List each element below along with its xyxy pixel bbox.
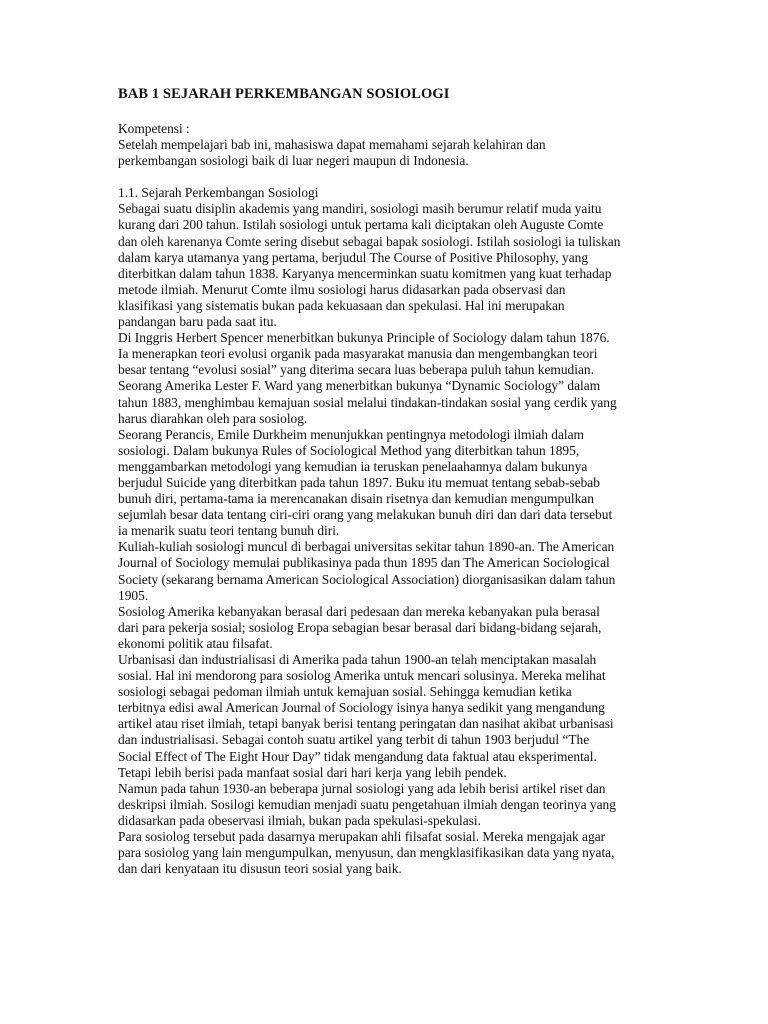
section-block <box>118 185 718 877</box>
body-text-line: sosial. Hal ini mendorong para sosiolog Amerika untuk mencari solusinya. Mereka melihat <box>118 668 606 684</box>
body-text-line: Seorang Perancis, Emile Durkheim menunjukkan pentingnya metodologi ilmiah dalam <box>118 426 584 442</box>
body-text-line: diterbitkan dalam tahun 1838. Karyanya mencerminkan suatu komitmen yang kuat terhadap <box>118 265 612 281</box>
body-text-line: Urbanisasi dan industrialisasi di Amerika pada tahun 1900-an telah menciptakan masalah <box>118 652 597 667</box>
body-text-line: tahun 1883, menghimbau kemajuan sosial melalui tindakan-tindakan sosial yang cerdik yang <box>118 394 617 410</box>
body-text-line: dalam karya utamanya yang pertama, berjudul The Course of Positive Philosophy, yang <box>118 249 589 265</box>
body-text-line: menggambarkan metodologi yang kemudian ia teruskan penelaahannya dalam bukunya <box>118 458 588 474</box>
body-text-line: berjudul Suicide yang diterbitkan pada tahun 1897. Buku itu memuat tentang sebab-sebab <box>118 474 600 490</box>
body-text-line: 1905. <box>118 587 149 603</box>
body-text-line: Society (sekarang bernama American Sociological Association) diorganisasikan dalam tahun <box>118 571 616 587</box>
kompetensi-block <box>118 121 718 169</box>
body-text-line: metode ilmiah. Menurut Comte ilmu sosiologi harus didasarkan pada observasi dan <box>118 281 566 297</box>
body-text-line: bunuh diri, pertama-tama ia merencanakan disain risetnya dan kemudian mengumpulkan <box>118 491 594 507</box>
body-text-line: pandangan baru pada saat itu. <box>118 314 277 330</box>
body-text-line: didasarkan pada obeservasi ilmiah, bukan pada spekulasi-spekulasi. <box>118 812 481 828</box>
body-text-line: Para sosiolog tersebut pada dasarnya merupakan ahli filsafat sosial. Mereka mengajak agar <box>118 829 606 845</box>
body-text-line: para sosiolog yang lain mengumpulkan, menyusun, dan mengklasifikasikan data yang nyata, <box>118 845 615 861</box>
body-text-line: artikel atau riset ilmiah, tetapi banyak berisi tentang peringatan dan nasihat akibat urbanisasi <box>118 716 614 732</box>
body-text-line: Social Effect of The Eight Hour Day” tidak mengandung data faktual atau eksperimental. <box>118 748 597 764</box>
body-text-line: sosiologi sebagai pedoman ilmiah untuk kemajuan sosial. Sehingga kemudian ketika <box>118 684 572 700</box>
body-text-line: dan dari kenyataan itu disusun teori sosial yang baik. <box>118 861 402 877</box>
body-text-line: sejumlah besar data tentang ciri-ciri orang yang melakukan bunuh diri dan dari data tersebut <box>118 507 613 523</box>
paragraph-gap <box>118 169 718 185</box>
body-text-line: Seorang Amerika Lester F. Ward yang menerbitkan bukunya “Dynamic Sociology” dalam <box>118 378 601 394</box>
body-text-line: dan oleh karenanya Comte sering disebut sebagai bapak sosiologi. Istilah sosiologi ia tuliskan <box>118 233 621 249</box>
body-text-line: deskripsi ilmiah. Sosilogi kemudian menjadi suatu pengetahuan ilmiah dengan teorinya yang <box>118 796 616 812</box>
body-text-line: dari para pekerja sosial; sosiolog Eropa sebagian besar berasal dari bidang-bidang sejarah, <box>118 619 602 635</box>
kompetensi-heading: Kompetensi : <box>118 121 190 136</box>
body-text-line: kurang dari 200 tahun. Istilah sosiologi untuk pertama kali diciptakan oleh Auguste Comte <box>118 217 604 233</box>
kompetensi-text-line: perkembangan sosiologi baik di luar negeri maupun di Indonesia. <box>118 153 469 169</box>
body-text-line: klasifikasi yang sistematis bukan pada kekuasaan dan spekulasi. Hal ini merupakan <box>118 297 565 313</box>
body-text-line: Journal of Sociology memulai publikasinya pada thun 1895 dan The American Sociological <box>118 555 610 571</box>
body-text-line: Sosiolog Amerika kebanyakan berasal dari pedesaan dan mereka kebanyakan pula berasal <box>118 603 600 619</box>
body-text-line: besar tentang “evolusi sosial” yang diterima secara luas beberapa puluh tahun kemudian. <box>118 362 594 378</box>
body-text-line: Namun pada tahun 1930-an beberapa jurnal sosiologi yang ada lebih berisi artikel riset dan <box>118 780 606 796</box>
body-text-line: Kuliah-kuliah sosiologi muncul di berbagai universitas sekitar tahun 1890-an. The American <box>118 539 615 555</box>
body-text-line: Tetapi lebih berisi pada manfaat sosial dari hari kerja yang lebih pendek. <box>118 764 507 780</box>
body-text-line: ia menarik suatu teori tentang bunuh diri. <box>118 523 340 539</box>
body-text-line: dan industrialisasi. Sebagai contoh suatu artikel yang terbit di tahun 1903 berjudul “The <box>118 732 590 748</box>
body-text-line: sosiologi. Dalam bukunya Rules of Sociological Method yang diterbitkan tahun 1895, <box>118 442 580 458</box>
kompetensi-text-line: Setelah mempelajari bab ini, mahasiswa dapat memahami sejarah kelahiran dan <box>118 137 546 153</box>
body-text-line: ekonomi politik atau filsafat. <box>118 635 273 651</box>
chapter-title: BAB 1 SEJARAH PERKEMBANGAN SOSIOLOGI <box>118 86 450 102</box>
body-text-line: Sebagai suatu disiplin akademis yang mandiri, sosiologi masih berumur relatif muda yaitu <box>118 201 602 217</box>
body-text-line: harus diarahkan oleh para sosiolog. <box>118 410 308 426</box>
body-text-line: Di Inggris Herbert Spencer menerbitkan bukunya Principle of Sociology dalam tahun 1876. <box>118 330 610 346</box>
section-heading: 1.1. Sejarah Perkembangan Sosiologi <box>118 185 319 201</box>
body-text-line: Ia menerapkan teori evolusi organik pada masyarakat manusia dan mengembangkan teori <box>118 346 598 362</box>
document-body <box>118 86 718 877</box>
body-text-line: terbitnya edisi awal American Journal of Sociology isinya hanya sedikit yang mengandung <box>118 700 605 716</box>
